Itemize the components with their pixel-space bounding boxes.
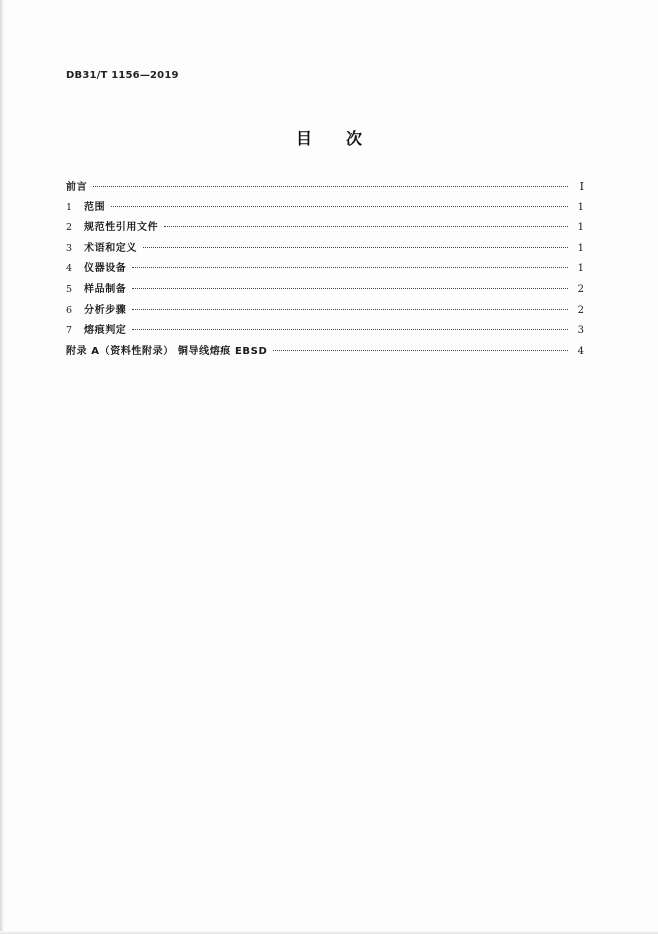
toc-entry-number: 5: [66, 283, 73, 295]
toc-entry-number: 7: [66, 325, 73, 337]
toc-entry-appendix-a[interactable]: [66, 345, 584, 366]
toc-entry-terms-definitions[interactable]: [66, 242, 584, 263]
toc-entry-instruments[interactable]: [66, 262, 584, 283]
toc-entry-analysis-steps[interactable]: [66, 304, 584, 325]
toc-entry-label: 样品制备: [84, 283, 127, 295]
dot-leader: [132, 309, 568, 310]
toc-heading-part2: 次: [346, 129, 363, 148]
toc-entry-page: 4: [577, 345, 584, 357]
toc-entry-page: 2: [577, 304, 584, 316]
toc-entry-number: 2: [66, 222, 73, 234]
toc-entry-label: 前言: [66, 182, 88, 193]
toc-heading-part1: 目: [295, 129, 312, 148]
toc-entry-page: Ⅰ: [579, 180, 584, 193]
standard-code: DB31/T 1156—2019: [66, 70, 179, 81]
toc-entry-page: 1: [577, 222, 584, 234]
toc-entry-page: 3: [577, 325, 584, 337]
toc-entry-normative-references[interactable]: [66, 221, 584, 242]
table-of-contents: [66, 180, 584, 365]
toc-entry-label: 附录 A（资料性附录） 铜导线熔痕 EBSD: [66, 345, 268, 357]
toc-entry-label: 分析步骤: [84, 304, 127, 316]
dot-leader: [143, 247, 568, 248]
dot-leader: [132, 288, 568, 289]
toc-entry-number: 6: [66, 304, 73, 316]
toc-entry-number: 1: [66, 201, 73, 213]
toc-entry-foreword[interactable]: [66, 180, 584, 201]
toc-entry-number: 4: [66, 263, 73, 275]
toc-entry-page: 2: [577, 283, 584, 295]
toc-entry-scope[interactable]: [66, 201, 584, 222]
dot-leader: [132, 267, 568, 268]
toc-entry-label: 熔痕判定: [84, 325, 127, 337]
toc-entry-number: 3: [66, 242, 73, 254]
toc-entry-label: 仪器设备: [84, 263, 127, 275]
toc-entry-sample-preparation[interactable]: [66, 283, 584, 304]
dot-leader: [93, 186, 568, 187]
toc-entry-page: 1: [577, 201, 584, 213]
dot-leader: [111, 206, 568, 207]
toc-entry-label: 规范性引用文件: [84, 222, 159, 234]
toc-entry-melt-mark-determination[interactable]: [66, 324, 584, 345]
dot-leader: [273, 350, 568, 351]
toc-entry-page: 1: [577, 242, 584, 254]
toc-entry-label: 术语和定义: [84, 242, 137, 254]
toc-heading: [0, 126, 658, 149]
toc-entry-label: 范围: [84, 201, 106, 213]
dot-leader: [132, 329, 568, 330]
toc-entry-page: 1: [577, 263, 584, 275]
dot-leader: [164, 226, 568, 227]
